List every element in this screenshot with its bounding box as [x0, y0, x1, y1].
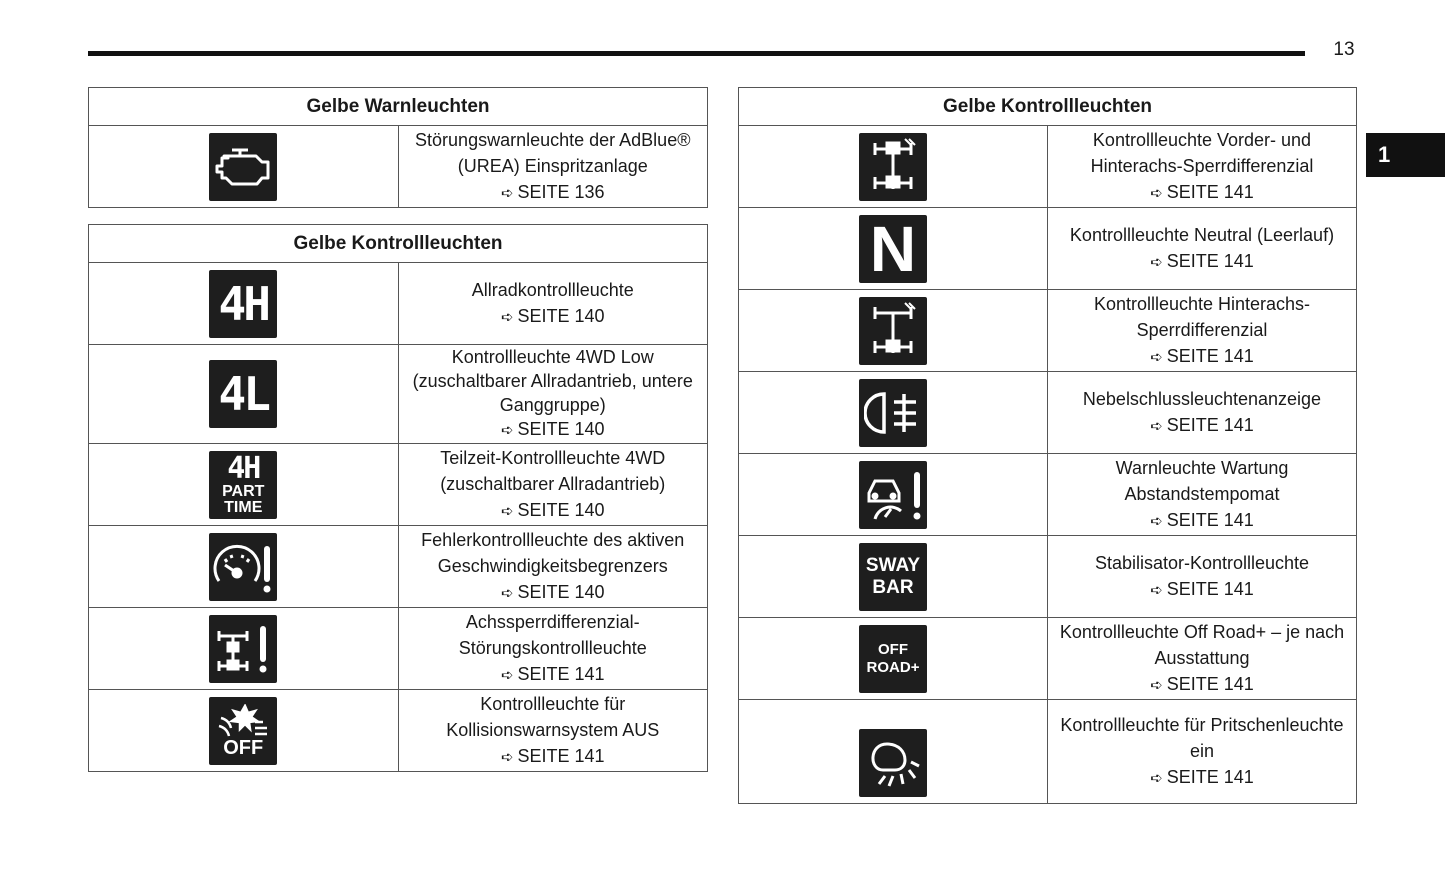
- row-description: Warnleuchte Wartung Abstandstempomat: [1115, 457, 1289, 504]
- arrow-icon: ➪: [1150, 676, 1163, 694]
- table-row: [89, 345, 708, 444]
- table-row: [739, 290, 1357, 372]
- sway-bar-icon: SWAY BAR: [859, 543, 927, 611]
- chapter-tab[interactable]: 1: [1366, 133, 1445, 177]
- top-rule: [88, 51, 1305, 56]
- rear-fog-light-icon: [859, 379, 927, 447]
- row-description: Kontrollleuchte Hinterachs-Sperrdifferenzial: [1093, 293, 1311, 340]
- arrow-icon: ➪: [1150, 581, 1163, 599]
- arrow-icon: ➪: [500, 666, 514, 684]
- page-reference[interactable]: SEITE 141: [1166, 509, 1254, 530]
- row-description: Achssperrdifferenzial-Störungskontrollleuchte: [458, 611, 647, 658]
- row-description: Stabilisator-Kontrollleuchte: [1094, 552, 1310, 573]
- row-description: Kontrollleuchte Vorder- und Hinterachs-Sperrdifferenzial: [1090, 129, 1314, 176]
- page-reference[interactable]: SEITE 141: [517, 745, 605, 766]
- arrow-icon: ➪: [1150, 512, 1163, 530]
- row-description: Fehlerkontrollleuchte des aktiven Geschwindigkeitsbegrenzers: [421, 529, 685, 576]
- page-reference[interactable]: SEITE 140: [517, 419, 605, 439]
- warn-lights-table: [88, 87, 708, 208]
- control-lights-table-right: [738, 87, 1357, 804]
- 4h-part-time-icon: 4H PART TIME: [209, 451, 277, 519]
- table-title: Gelbe Kontrollleuchten: [89, 225, 708, 263]
- page-reference[interactable]: SEITE 140: [517, 305, 605, 326]
- table-title: Gelbe Warnleuchten: [89, 88, 708, 126]
- table-row: [739, 454, 1357, 536]
- page-reference[interactable]: SEITE 140: [517, 499, 605, 520]
- 4l-icon: 4L: [209, 360, 277, 428]
- row-description: Störungswarnleuchte der AdBlue® (UREA) Einspritzanlage: [415, 129, 691, 176]
- speed-limiter-fault-icon: [209, 533, 277, 601]
- page-reference[interactable]: SEITE 136: [517, 181, 605, 202]
- cargo-light-icon: [859, 729, 927, 797]
- page-reference[interactable]: SEITE 141: [1166, 250, 1254, 271]
- page-reference[interactable]: SEITE 141: [1166, 673, 1254, 694]
- table-row: [89, 608, 708, 690]
- page-number: 13: [1333, 39, 1355, 60]
- arrow-icon: ➪: [1150, 769, 1163, 787]
- page-reference[interactable]: SEITE 141: [1166, 345, 1254, 366]
- table-row: [89, 526, 708, 608]
- row-description: Nebelschlussleuchtenanzeige: [1082, 388, 1322, 409]
- table-row: [739, 372, 1357, 454]
- arrow-icon: ➪: [500, 308, 514, 326]
- axle-locker-fault-icon: [209, 615, 277, 683]
- engine-icon: [209, 133, 277, 201]
- page-reference[interactable]: SEITE 141: [1166, 414, 1254, 435]
- row-description: Kontrollleuchte Off Road+ – je nach Ausstattung: [1059, 621, 1345, 668]
- page-reference[interactable]: SEITE 141: [1166, 766, 1254, 787]
- arrow-icon: ➪: [1150, 417, 1163, 435]
- arrow-icon: ➪: [1150, 184, 1163, 202]
- rear-axle-lock-icon: [859, 297, 927, 365]
- table-row: [89, 444, 708, 526]
- 4h-icon: 4H: [209, 270, 277, 338]
- arrow-icon: ➪: [1150, 253, 1163, 271]
- arrow-icon: ➪: [500, 502, 514, 520]
- row-description: Allradkontrollleuchte: [471, 279, 634, 300]
- control-lights-table-left: [88, 224, 708, 772]
- row-description: Kontrollleuchte für Pritschenleuchte ein: [1060, 714, 1344, 761]
- arrow-icon: ➪: [500, 584, 514, 602]
- arrow-icon: ➪: [500, 748, 514, 766]
- table-row: [739, 700, 1357, 804]
- arrow-icon: ➪: [500, 184, 514, 202]
- row-description: Teilzeit-Kontrollleuchte 4WD (zuschaltbarer Allradantrieb): [440, 447, 666, 494]
- arrow-icon: ➪: [500, 422, 514, 439]
- page-reference[interactable]: SEITE 141: [1166, 578, 1254, 599]
- row-description: Kontrollleuchte Neutral (Leerlauf): [1069, 224, 1335, 245]
- page-reference[interactable]: SEITE 141: [1166, 181, 1254, 202]
- table-title: Gelbe Kontrollleuchten: [739, 88, 1357, 126]
- page-reference[interactable]: SEITE 140: [517, 581, 605, 602]
- table-row: [89, 126, 708, 208]
- row-description: Kontrollleuchte 4WD Low (zuschaltbarer Allradantrieb, untere: [412, 347, 693, 391]
- table-row: [739, 208, 1357, 290]
- table-row: [739, 618, 1357, 700]
- row-description: Kontrollleuchte für Kollisionswarnsystem AUS: [446, 693, 660, 740]
- page-reference[interactable]: SEITE 141: [517, 663, 605, 684]
- collision-warning-off-icon: OFF: [209, 697, 277, 765]
- table-row: [739, 126, 1357, 208]
- arrow-icon: ➪: [1150, 348, 1163, 366]
- front-rear-axle-lock-icon: [859, 133, 927, 201]
- row-description-continued: Ganggruppe): [499, 395, 606, 415]
- neutral-icon: N: [859, 215, 927, 283]
- table-row: [89, 690, 708, 772]
- off-road-plus-icon: OFF ROAD+: [859, 625, 927, 693]
- table-row: [739, 536, 1357, 618]
- table-row: [89, 263, 708, 345]
- acc-service-icon: [859, 461, 927, 529]
